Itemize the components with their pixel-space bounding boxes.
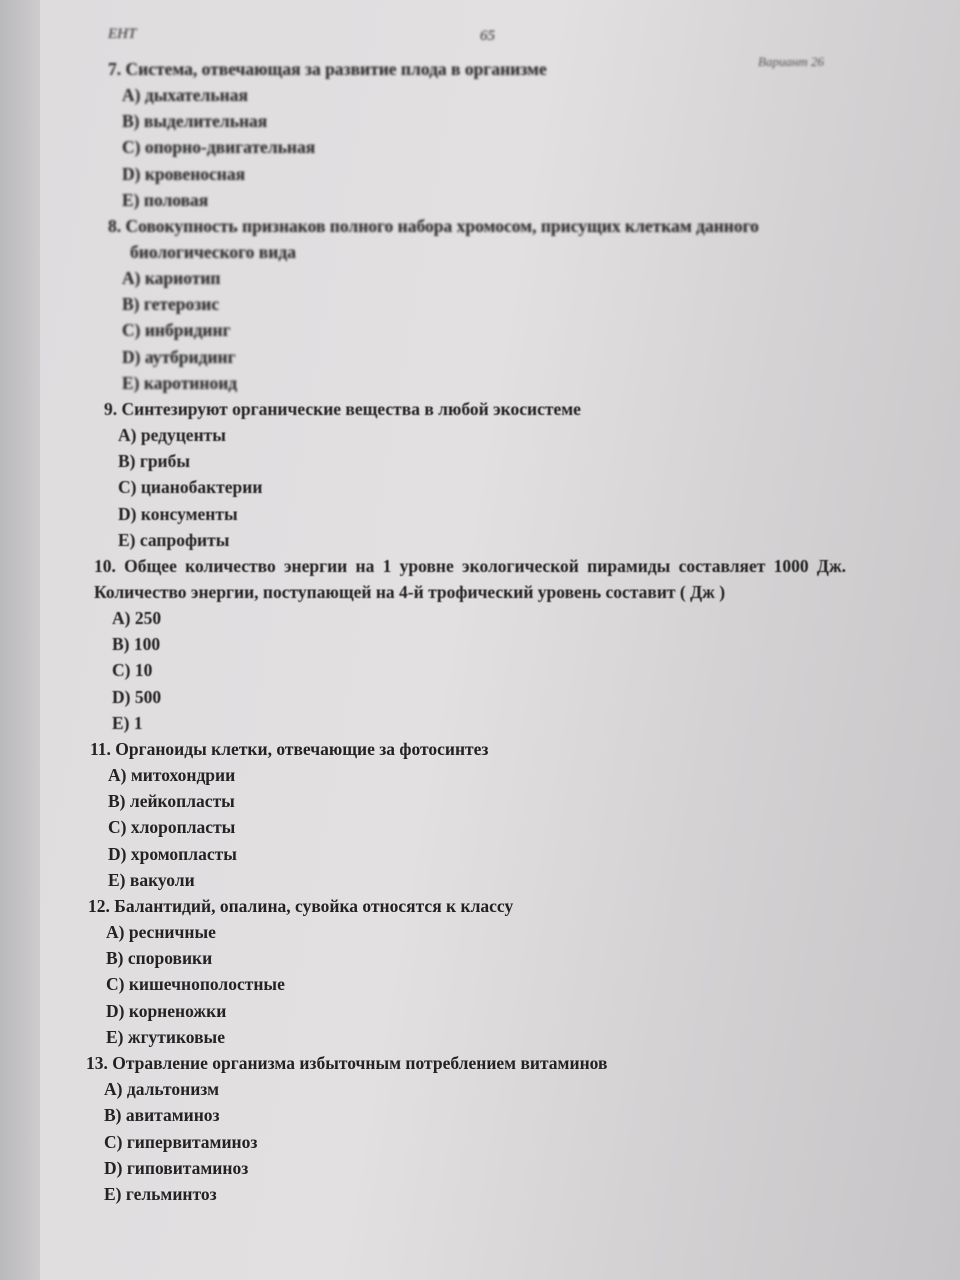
- option-text: сапрофиты: [139, 529, 230, 550]
- question-9: [104, 396, 858, 553]
- option-text: авитаминоз: [125, 1105, 220, 1126]
- answer-option: [98, 710, 858, 736]
- option-letter: B): [106, 948, 124, 969]
- option-text: дыхательная: [144, 85, 248, 105]
- option-text: 10: [134, 660, 153, 681]
- answer-option: [90, 1076, 858, 1102]
- option-letter: D): [108, 843, 127, 864]
- option-letter: B): [122, 294, 140, 315]
- answer-option: [108, 108, 858, 134]
- option-text: гетерозис: [143, 294, 220, 315]
- answer-option: [90, 1155, 858, 1181]
- answer-option: [104, 474, 858, 500]
- option-letter: C): [122, 137, 141, 158]
- answer-option: [94, 762, 858, 788]
- option-letter: E): [104, 1183, 122, 1204]
- option-text: цианобактерии: [140, 477, 263, 498]
- option-letter: E): [108, 869, 126, 890]
- option-letter: D): [118, 503, 137, 524]
- question-text: [104, 396, 858, 422]
- option-letter: C): [104, 1131, 123, 1152]
- header-left-label: ЕНТ: [108, 26, 137, 42]
- question-8: [108, 213, 858, 396]
- option-text: аутбридинг: [144, 346, 236, 367]
- answer-option: [92, 919, 858, 945]
- option-letter: A): [104, 1079, 123, 1100]
- option-text: гельминтоз: [125, 1183, 217, 1204]
- option-text: 100: [133, 634, 161, 655]
- option-text: 500: [134, 686, 162, 707]
- answer-options: [108, 82, 858, 213]
- answer-options: [98, 605, 858, 736]
- option-text: консументы: [140, 503, 238, 524]
- question-body: Синтезируют органические вещества в любой экосистеме: [121, 399, 581, 420]
- option-text: вакуоли: [129, 869, 195, 890]
- question-number: 10.: [94, 556, 116, 577]
- answer-option: [90, 1102, 858, 1128]
- option-letter: E): [118, 529, 136, 550]
- answer-options: [94, 762, 858, 893]
- test-questions: [86, 56, 858, 1207]
- option-letter: A): [122, 85, 141, 105]
- answer-option: [90, 1181, 858, 1207]
- question-text: [90, 736, 858, 762]
- question-11: [90, 736, 858, 893]
- question-body: Отравление организма избыточным потреблением витаминов: [112, 1053, 608, 1074]
- answer-options: [92, 919, 858, 1050]
- answer-option: [94, 867, 858, 893]
- question-number: 11.: [90, 739, 111, 760]
- option-letter: D): [122, 346, 141, 367]
- question-13: [86, 1050, 858, 1207]
- page-number: 65: [480, 28, 495, 44]
- question-body: Общее количество энергии на 1 уровне экологической пирамиды составляет 1000 Дж. Количество энергии, поступающей на 4-й трофический уровень составит ( Дж ): [94, 556, 847, 603]
- option-letter: A): [118, 425, 137, 446]
- option-text: корненожки: [128, 1000, 227, 1021]
- option-letter: C): [112, 660, 131, 681]
- question-body: Балантидий, опалина, сувойка относятся к классу: [114, 896, 514, 917]
- answer-option: [92, 971, 858, 997]
- option-letter: D): [106, 1000, 125, 1021]
- option-text: половая: [143, 189, 209, 210]
- option-text: ресничные: [128, 922, 216, 943]
- answer-option: [104, 527, 858, 553]
- option-letter: B): [122, 111, 140, 132]
- answer-option: [94, 814, 858, 840]
- option-text: инбридинг: [144, 320, 231, 341]
- question-body: Система, отвечающая за развитие плода в организме: [125, 59, 547, 79]
- question-number: 12.: [88, 896, 110, 917]
- option-text: митохондрии: [130, 765, 236, 786]
- option-letter: C): [108, 817, 127, 838]
- answer-option: [92, 1024, 858, 1050]
- answer-options: [104, 422, 858, 553]
- question-text: [108, 56, 858, 82]
- question-number: 8.: [108, 216, 122, 237]
- option-letter: B): [108, 791, 126, 812]
- option-letter: B): [104, 1105, 122, 1126]
- option-text: гипервитаминоз: [126, 1131, 258, 1152]
- answer-option: [108, 344, 858, 370]
- answer-options: [90, 1076, 858, 1207]
- question-number: 9.: [104, 399, 118, 420]
- option-text: кариотип: [144, 268, 221, 289]
- answer-option: [90, 1129, 858, 1155]
- question-text: [94, 553, 846, 605]
- answer-option: [98, 631, 858, 657]
- option-text: редуценты: [140, 425, 226, 446]
- question-12: [88, 893, 858, 1050]
- answer-option: [92, 945, 858, 971]
- question-number: 13.: [86, 1053, 108, 1074]
- option-letter: A): [108, 765, 127, 786]
- option-letter: C): [118, 477, 137, 498]
- answer-option: [98, 605, 858, 631]
- answer-option: [94, 841, 858, 867]
- option-letter: C): [106, 974, 125, 995]
- option-letter: D): [122, 163, 141, 184]
- option-letter: C): [122, 320, 141, 341]
- answer-option: [98, 657, 858, 683]
- answer-option: [108, 291, 858, 317]
- option-text: лейкопласты: [129, 791, 235, 812]
- answer-option: [108, 265, 858, 291]
- question-text: [108, 213, 858, 265]
- option-text: кровеносная: [144, 163, 246, 184]
- option-text: грибы: [139, 451, 191, 472]
- option-text: кишечнополостные: [128, 974, 285, 995]
- option-text: 1: [133, 712, 143, 733]
- answer-option: [108, 187, 858, 213]
- question-text: [86, 1050, 858, 1076]
- option-text: гиповитаминоз: [126, 1157, 249, 1178]
- answer-option: [104, 448, 858, 474]
- question-10: [94, 553, 858, 736]
- option-letter: B): [118, 451, 136, 472]
- option-text: хромопласты: [130, 843, 237, 864]
- answer-options: [108, 265, 858, 396]
- option-letter: E): [122, 189, 140, 210]
- option-text: каротиноид: [143, 372, 238, 393]
- option-letter: E): [122, 372, 140, 393]
- option-text: 250: [134, 608, 162, 629]
- answer-option: [98, 684, 858, 710]
- option-letter: A): [122, 268, 141, 289]
- option-letter: D): [112, 686, 131, 707]
- option-letter: D): [104, 1157, 123, 1178]
- option-text: жгутиковые: [127, 1026, 225, 1047]
- answer-option: [108, 161, 858, 187]
- option-letter: B): [112, 634, 130, 655]
- option-text: опорно-двигательная: [144, 137, 316, 158]
- question-number: 7.: [108, 59, 122, 79]
- question-text: [88, 893, 858, 919]
- answer-option: [108, 82, 858, 108]
- answer-option: [108, 317, 858, 343]
- answer-option: [104, 501, 858, 527]
- variant-label: Вариант 26: [758, 54, 825, 69]
- option-letter: E): [112, 712, 130, 733]
- option-letter: A): [112, 608, 131, 629]
- option-letter: A): [106, 922, 125, 943]
- option-text: хлоропласты: [130, 817, 236, 838]
- option-text: споровики: [127, 948, 213, 969]
- question-7: [108, 56, 858, 213]
- answer-option: [94, 788, 858, 814]
- option-letter: E): [106, 1026, 124, 1047]
- answer-option: [108, 370, 858, 396]
- answer-option: [108, 134, 858, 160]
- answer-option: [104, 422, 858, 448]
- answer-option: [92, 998, 858, 1024]
- question-body: Органоиды клетки, отвечающие за фотосинтез: [115, 739, 489, 760]
- option-text: дальтонизм: [126, 1079, 219, 1100]
- option-text: выделительная: [143, 111, 268, 132]
- question-body: Совокупность признаков полного набора хромосом, присущих клеткам данного биологического вида: [125, 216, 759, 263]
